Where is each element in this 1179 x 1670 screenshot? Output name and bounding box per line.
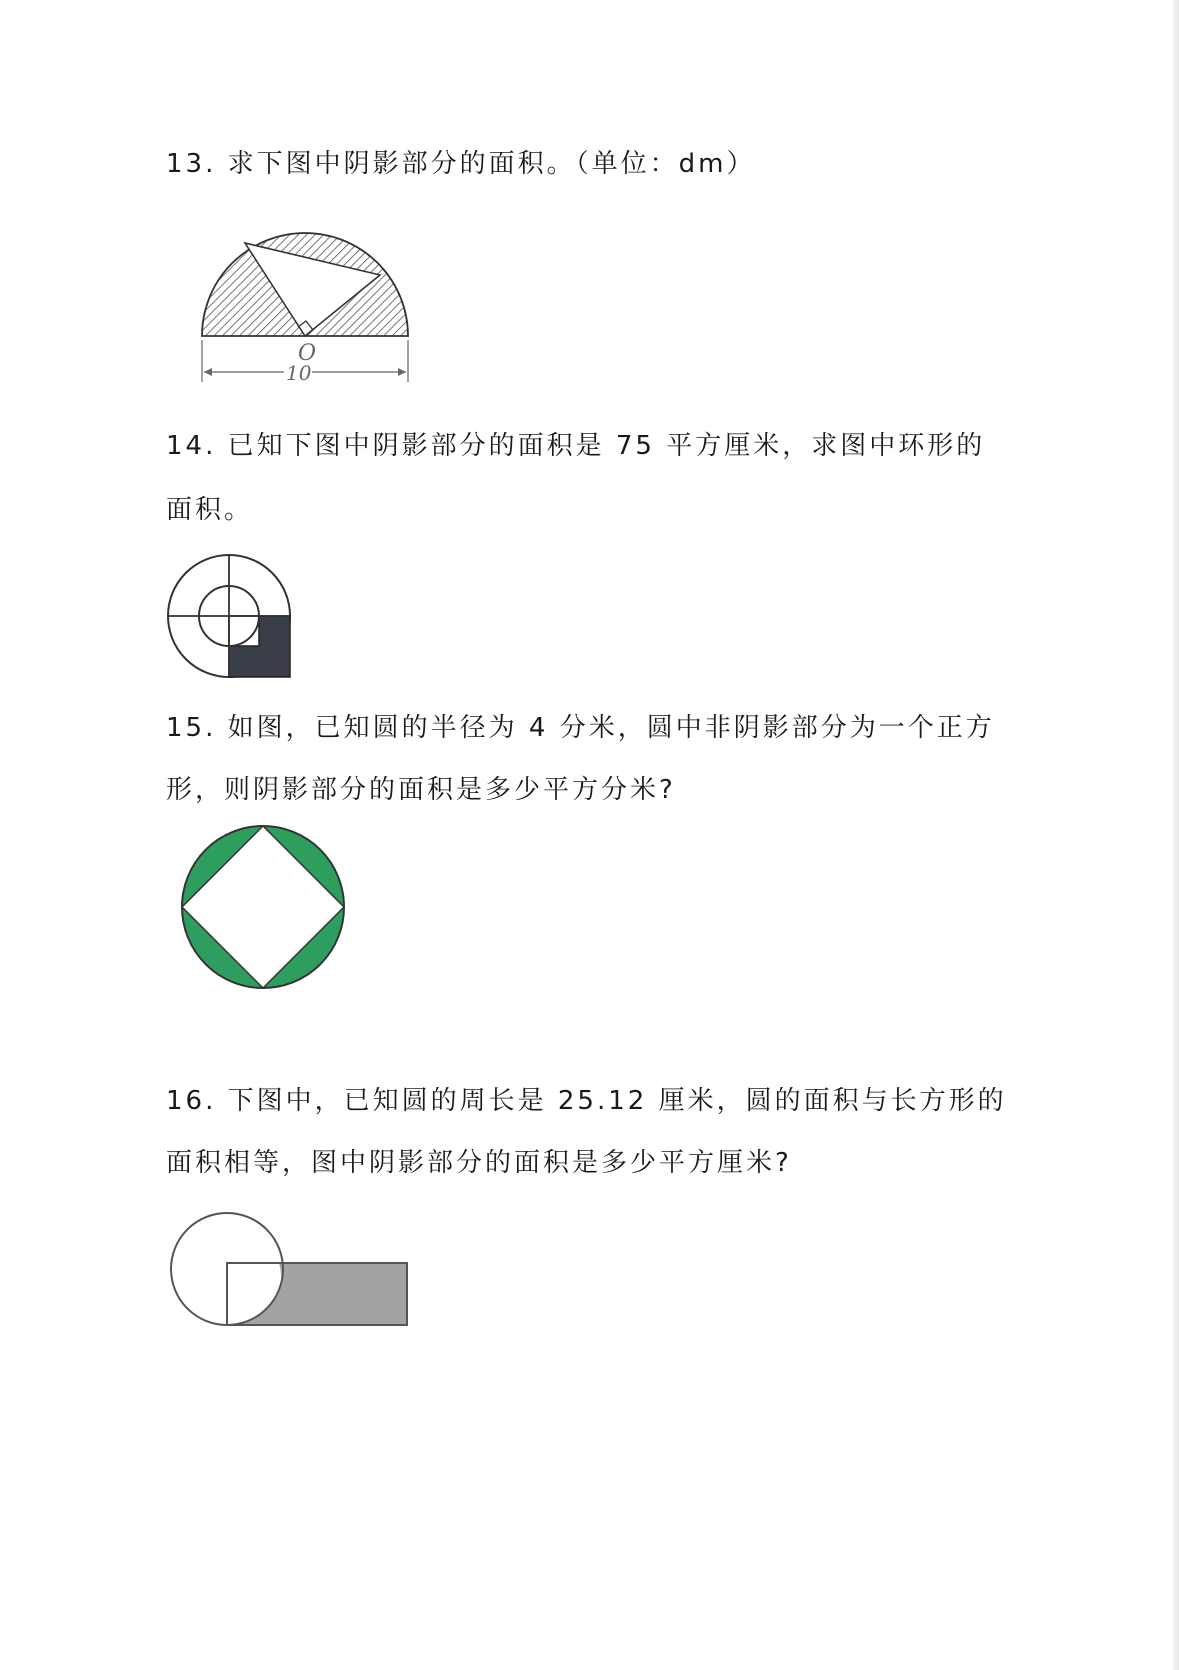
question-14-number: 14. bbox=[166, 431, 217, 461]
question-15-number: 15. bbox=[166, 713, 217, 743]
question-16-text-2: 面积相等，图中阴影部分的面积是多少平方厘米? bbox=[166, 1148, 792, 1178]
question-16-line-2 bbox=[166, 1145, 792, 1181]
question-15-line-1 bbox=[166, 710, 995, 746]
question-14-line-2 bbox=[166, 492, 253, 528]
question-15-text-1: 如图，已知圆的半径为 4 分米，圆中非阴影部分为一个正方 bbox=[227, 713, 995, 743]
question-13-number: 13. bbox=[166, 149, 217, 179]
question-16-number: 16. bbox=[166, 1086, 217, 1116]
figure-15-circle-square bbox=[178, 823, 348, 993]
question-13-text: 求下图中阴影部分的面积。（单位：dm） bbox=[227, 149, 756, 179]
page-edge bbox=[1173, 0, 1179, 1670]
question-16-line-1 bbox=[166, 1083, 1007, 1119]
question-14-text-2: 面积。 bbox=[166, 495, 254, 525]
question-15-text-2: 形，则阴影部分的面积是多少平方分米? bbox=[166, 775, 676, 805]
center-label-o: O bbox=[298, 341, 317, 366]
question-15-line-2 bbox=[166, 772, 676, 808]
question-14-line-1 bbox=[166, 428, 985, 464]
figure-16-circle-rectangle bbox=[165, 1205, 415, 1335]
question-13-line-1 bbox=[166, 146, 755, 182]
question-16-text-1: 下图中，已知圆的周长是 25.12 厘米，圆的面积与长方形的 bbox=[227, 1086, 1007, 1116]
figure-13-semicircle bbox=[188, 200, 418, 390]
diameter-label: 10 bbox=[286, 361, 312, 385]
figure-14-annulus bbox=[160, 550, 300, 690]
question-14-text-1: 已知下图中阴影部分的面积是 75 平方厘米，求图中环形的 bbox=[227, 431, 986, 461]
